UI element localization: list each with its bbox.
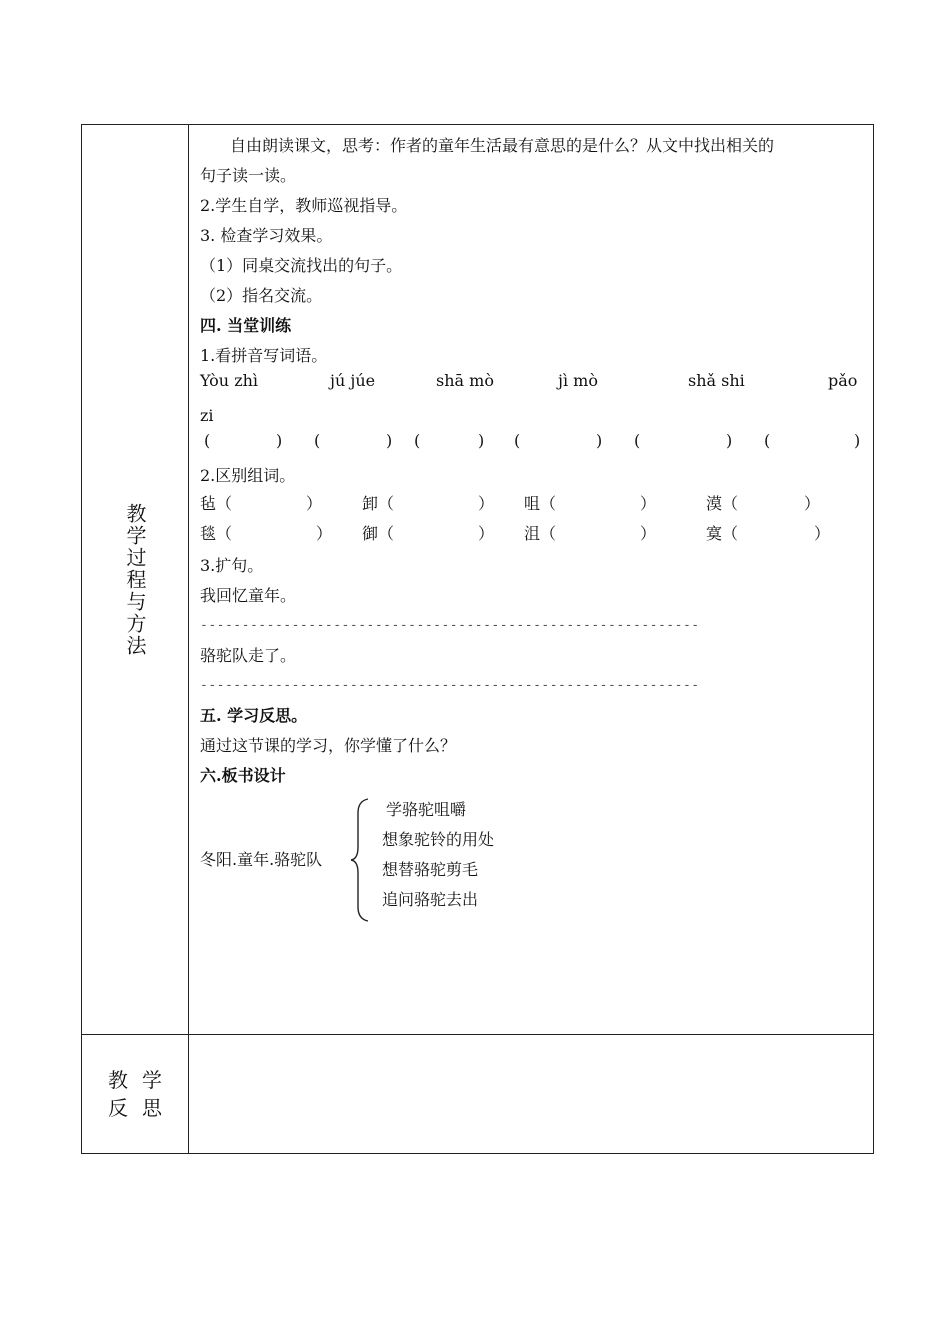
close-paren: ） (306, 494, 323, 513)
close-paren: ） (478, 494, 495, 513)
char-item: 漠（ (706, 494, 739, 513)
pinyin-word: shǎ shi (688, 371, 745, 390)
process-label-cell (82, 125, 188, 1034)
exercise-3: 3.扩句。 (200, 556, 264, 575)
process-content (200, 131, 868, 935)
pinyin-word: jú júe (330, 371, 376, 390)
board-item: 学骆驼咀嚼 (386, 800, 467, 819)
board-design (200, 795, 868, 935)
intro-line: 自由朗读课文，思考：作者的童年生活最有意思的是什么？从文中找出相关的 (230, 136, 775, 155)
reflect-label (106, 1068, 164, 1120)
exercise-2: 2.区别组词。 (200, 466, 296, 485)
close-paren: ) (478, 431, 485, 450)
pinyin-word: shā mò (436, 371, 494, 390)
close-paren: ) (854, 431, 861, 450)
close-paren: ) (386, 431, 393, 450)
step-3-2: （2）指名交流。 (200, 286, 323, 305)
word-group-row (200, 491, 868, 521)
pinyin-word: jì mò (558, 371, 598, 390)
reflect-char: 思 (142, 1095, 162, 1120)
char-item: 毯（ (200, 524, 233, 543)
open-paren: ( (634, 431, 641, 450)
section-5-heading: 五. 学习反思。 (200, 706, 308, 725)
open-paren: ( (204, 431, 211, 450)
step-3-1: （1）同桌交流找出的句子。 (200, 256, 403, 275)
board-item: 想替骆驼剪毛 (382, 860, 479, 879)
close-paren: ) (726, 431, 733, 450)
reflect-label-cell (82, 1034, 188, 1153)
char-item: 卸（ (362, 494, 395, 513)
close-paren: ） (640, 524, 657, 543)
step-2: 2.学生自学，教师巡视指导。 (200, 196, 408, 215)
char-item: 寞（ (706, 524, 739, 543)
reflect-char: 学 (142, 1067, 162, 1092)
reflect-char: 教 (108, 1067, 128, 1092)
board-items (382, 795, 494, 915)
open-paren: ( (414, 431, 421, 450)
char-item: 毡（ (200, 494, 233, 513)
close-paren: ） (814, 524, 831, 543)
board-item: 想象驼铃的用处 (382, 830, 495, 849)
close-paren: ） (804, 494, 821, 513)
close-paren: ) (276, 431, 283, 450)
process-label: 教学过程与方法 (123, 502, 147, 657)
close-paren: ） (478, 524, 495, 543)
char-item: 御（ (362, 524, 395, 543)
pinyin-row (200, 371, 868, 401)
lesson-table (81, 124, 874, 1154)
blank-row (200, 431, 868, 461)
close-paren: ) (596, 431, 603, 450)
close-paren: ） (316, 524, 333, 543)
section-4-heading: 四. 当堂训练 (200, 316, 292, 335)
reflect-char: 反 (108, 1095, 128, 1120)
board-title: 冬阳.童年.骆驼队 (200, 850, 323, 869)
brace-icon (348, 797, 372, 923)
answer-line: ------------------------------------------------------------ (200, 678, 700, 693)
sentence-1: 我回忆童年。 (200, 586, 297, 605)
char-item: 咀（ (524, 494, 557, 513)
section-6-heading: 六.板书设计 (200, 766, 286, 785)
open-paren: ( (764, 431, 771, 450)
column-divider (188, 125, 189, 1153)
row-divider (82, 1034, 873, 1035)
char-item: 沮（ (524, 524, 557, 543)
board-item: 追问骆驼去出 (382, 890, 479, 909)
pinyin-word: pǎo (828, 371, 858, 390)
open-paren: ( (514, 431, 521, 450)
step-3: 3. 检查学习效果。 (200, 226, 333, 245)
pinyin-word: Yòu zhì (200, 371, 259, 390)
intro-line: 句子读一读。 (200, 166, 297, 185)
word-group-row (200, 521, 868, 551)
sentence-2: 骆驼队走了。 (200, 646, 297, 665)
open-paren: ( (314, 431, 321, 450)
answer-line: ------------------------------------------------------------ (200, 618, 700, 633)
pinyin-continued: zi (200, 406, 214, 425)
exercise-1: 1.看拼音写词语。 (200, 346, 328, 365)
reflection-question: 通过这节课的学习，你学懂了什么？ (200, 736, 457, 755)
close-paren: ） (640, 494, 657, 513)
